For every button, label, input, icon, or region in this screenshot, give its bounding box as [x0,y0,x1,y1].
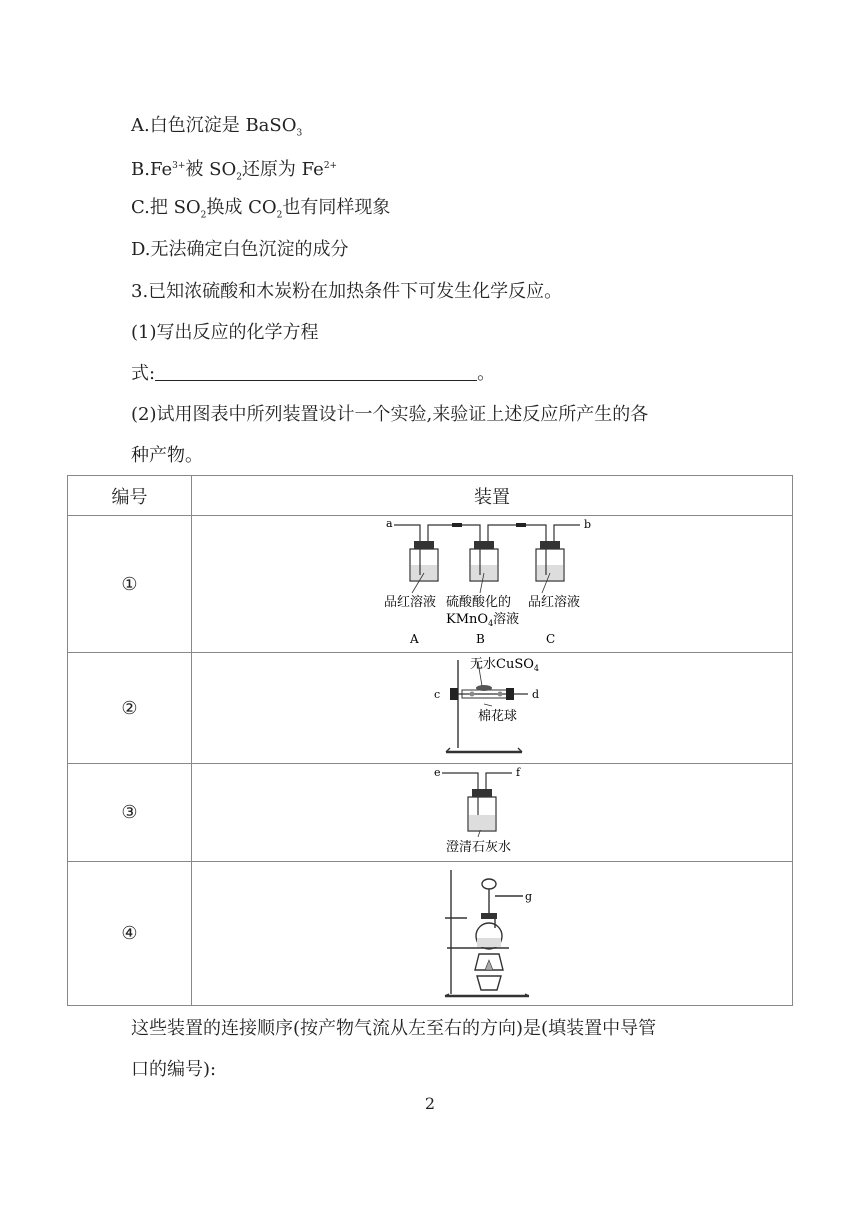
question-3-part2-line1: (2)试用图表中所列装置设计一个实验,来验证上述反应所产生的各 [131,404,649,425]
table-row [68,516,793,653]
bottle-label-C: C [546,632,556,646]
bottle-label-B: B [476,632,485,646]
label-g: g [525,889,533,903]
label-c: c [434,688,441,701]
label-e: e [434,766,441,779]
option-d: D.无法确定白色沉淀的成分 [131,239,349,260]
option-c-mid: 换成 CO [206,197,277,218]
row-number: ③ [68,764,192,862]
header-number: 编号 [68,476,192,516]
stopper-d [506,688,514,700]
bottle-b-label-2: KMnO$_4$溶液 [446,612,520,628]
cuso4-powder [476,685,492,691]
table-row [68,862,793,1006]
connector-2 [516,523,526,527]
row-number: ② [68,653,192,764]
apparatus-table [67,475,793,1006]
option-c-sub2: 2 [276,210,283,221]
label-d: d [532,688,540,701]
cotton-label: 棉花球 [478,709,518,724]
tube-f [486,773,512,789]
apparatus-3-diagram [432,767,552,859]
table-row [68,764,793,862]
connector-1 [452,523,462,527]
option-c-suffix: 也有同样现象 [282,197,391,218]
table-header-row [68,476,793,516]
label-f: f [516,766,521,779]
funnel-bulb [482,879,496,889]
option-a-text: A.白色沉淀是 BaSO [131,115,297,136]
apparatus-2-diagram [422,656,562,760]
bottle-c-label: 品红溶液 [528,595,581,610]
bottle-a-label: 品红溶液 [384,595,437,610]
option-a-sub: 3 [296,128,303,139]
tube-bc [488,525,546,541]
stopper-c [450,688,458,700]
option-c-prefix: C.把 SO [131,197,201,218]
apparatus-4-diagram [437,866,547,1002]
bottle-b-label-1: 硫酸酸化的 [446,595,512,610]
apparatus-1-diagram [382,519,602,649]
tube-ab [428,525,480,541]
option-b-sup2: 2+ [323,161,338,171]
limewater-label: 澄清石灰水 [446,839,512,855]
question-3-part2-line2: 种产物。 [131,445,203,466]
label-a: a [386,519,393,530]
option-b-prefix: B.Fe [131,159,173,180]
apparatus-cell [192,862,793,1006]
bottle-a [410,541,438,581]
table-row [68,653,793,764]
option-c [131,196,390,228]
connection-order-line2: 口的编号): [131,1059,217,1080]
label-b: b [584,519,592,531]
row-number: ① [68,516,192,653]
option-b-sub1: 2 [236,172,242,183]
cuso4-label: 无水CuSO$_4$ [470,657,539,673]
page-number: 2 [424,1094,436,1113]
apparatus-cell [192,764,793,862]
part1-suffix: 。 [477,363,496,384]
option-b-mid2: 还原为 Fe [241,159,324,180]
option-a [131,114,302,146]
header-apparatus: 装置 [192,476,793,516]
option-b-mid1: 被 SO [185,159,237,180]
apparatus-cell [192,653,793,764]
bottle-label-A: A [410,632,419,646]
option-b [131,154,337,190]
apparatus-cell [192,516,793,653]
bottle-c [536,541,564,581]
connection-order-line1: 这些装置的连接顺序(按产物气流从左至右的方向)是(填装置中导管 [131,1018,657,1039]
answer-blank[interactable] [155,362,477,381]
row-number: ④ [68,862,192,1006]
alcohol-lamp [477,976,501,990]
question-3-stem: 3.已知浓硫酸和木炭粉在加热条件下可发生化学反应。 [131,281,563,302]
question-3-part1-line1: (1)写出反应的化学方程 [131,322,319,343]
part1-prefix: 式: [131,363,156,384]
option-c-sub1: 2 [200,210,207,221]
option-b-sup1: 3+ [172,161,186,171]
question-3-part1-line2 [131,362,495,386]
tube-e [442,773,478,789]
tube-a [394,525,420,541]
tube-b [554,525,580,541]
